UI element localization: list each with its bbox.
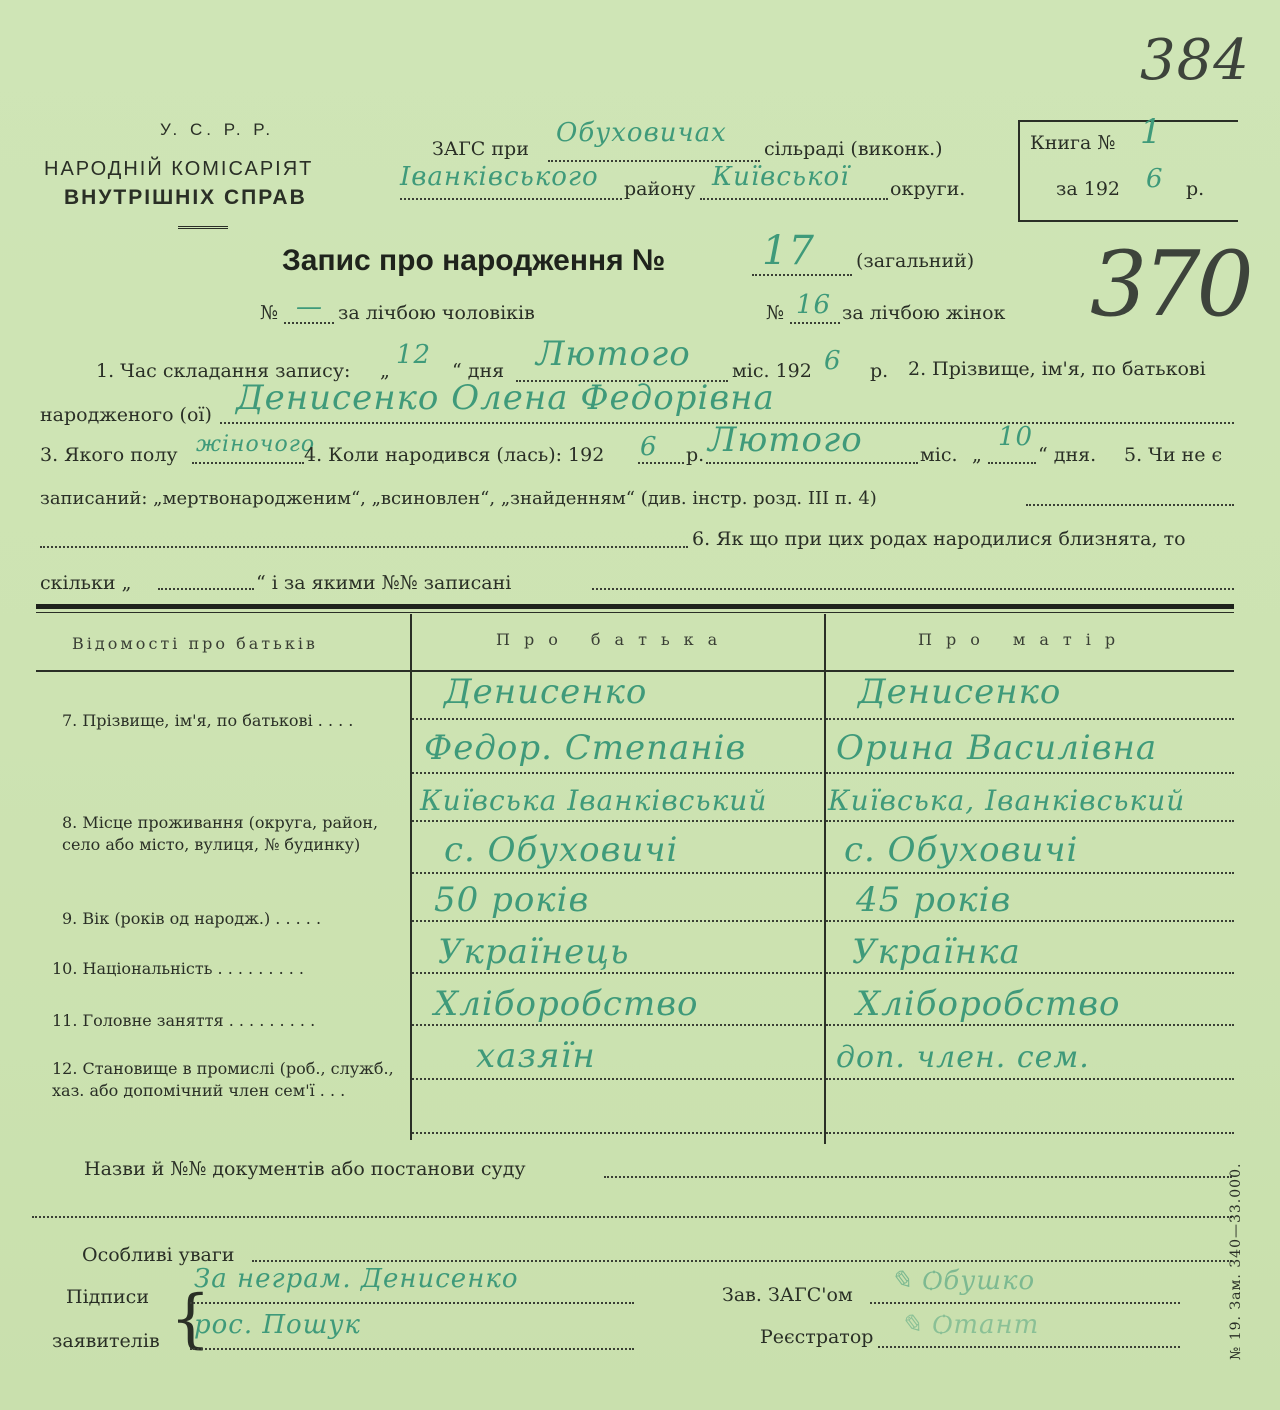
row-line-m4 <box>826 872 1234 874</box>
docs-line-2 <box>32 1216 1232 1218</box>
row-line-m3 <box>826 820 1234 822</box>
book-box-bottom <box>1018 220 1238 222</box>
stamp-number: 370 <box>1090 232 1250 337</box>
signature-brace: { <box>170 1282 211 1356</box>
record-general-label: (загальний) <box>856 250 975 272</box>
row-line-f6 <box>412 972 822 974</box>
table-top-rule <box>36 604 1234 609</box>
q6-pre-line <box>40 546 688 548</box>
mother-status: доп. член. сем. <box>836 1040 1090 1075</box>
row-line-m5 <box>826 920 1234 922</box>
q4-day-close: “ дня. <box>1038 444 1097 466</box>
women-line <box>790 322 840 324</box>
docs-label: Назви й №№ документів або постанови суду <box>84 1158 526 1180</box>
q1-year: 6 <box>824 346 842 376</box>
men-line <box>284 322 334 324</box>
q4-day-open: „ <box>972 444 982 466</box>
row-label-9: 9. Вік (років од народж.) . . . . . <box>62 909 322 928</box>
table-col-divider-1 <box>410 614 412 1140</box>
q3-label: 3. Якого полу <box>40 444 178 466</box>
row-line-f9 <box>412 1132 822 1134</box>
father-name: Федор. Степанів <box>424 728 747 768</box>
row-line-m2 <box>826 772 1234 774</box>
q1-year-suffix: р. <box>870 360 889 382</box>
men-value: — <box>296 292 323 322</box>
district-label: району <box>624 178 696 200</box>
mother-residence-2: с. Обуховичі <box>844 830 1079 870</box>
district-line <box>400 198 622 200</box>
table-top-rule-thin <box>36 612 1234 613</box>
republic-header: У. С. Р. Р. <box>160 120 275 139</box>
applicant-line-2 <box>190 1348 634 1350</box>
q6-label-cont-a: скільки „ <box>40 572 132 594</box>
book-box-top <box>1018 120 1238 122</box>
row-line-m1 <box>826 718 1234 720</box>
row-line-f7 <box>412 1024 822 1026</box>
row-line-f1 <box>412 718 822 720</box>
book-year-suffix: р. <box>1186 178 1205 200</box>
q2-label: 2. Прізвище, ім'я, по батькові <box>908 358 1206 380</box>
head-label: Зав. ЗАГС'ом <box>722 1284 853 1306</box>
book-box-left <box>1018 120 1020 220</box>
okruha-line <box>700 198 888 200</box>
row-label-10: 10. Національність . . . . . . . . . <box>52 959 304 978</box>
head-line <box>870 1302 1180 1304</box>
q3-line <box>192 462 304 464</box>
women-label: за лічбою жінок <box>842 302 1006 324</box>
zags-value: Обуховичах <box>556 118 727 148</box>
row-line-f5 <box>412 920 822 922</box>
applicant-line-1 <box>190 1302 634 1304</box>
q1-month-label: міс. 192 <box>732 360 812 382</box>
commissariat-header: НАРОДНІЙ КОМІСАРІЯТ <box>44 158 314 180</box>
mother-surname: Денисенко <box>858 672 1062 712</box>
notes-line <box>252 1260 1232 1262</box>
table-col-labels: Відомості про батьків <box>72 634 318 653</box>
q1-label: 1. Час складання запису: <box>96 360 351 382</box>
father-nationality: Українець <box>438 932 630 972</box>
mother-age: 45 років <box>856 880 1012 920</box>
registrar-line <box>878 1346 1180 1348</box>
father-age: 50 років <box>434 880 590 920</box>
q4-month-label: міс. <box>920 444 958 466</box>
header-rule <box>178 226 228 229</box>
q5-label-cont: записаний: „мертвонародженим“, „всиновлен“, „знайденням“ (див. інстр. розд. III п. 4) <box>40 488 877 509</box>
signatures-label: Підписи <box>66 1286 149 1308</box>
row-label-7: 7. Прізвище, ім'я, по батькові . . . . <box>62 711 354 730</box>
registrar-signature: ✎ Ѻтант <box>900 1310 1040 1340</box>
row-label-12: 12. Становище в промислі (роб., служб., хаз. або допомічний член сем'ї . . . <box>52 1059 394 1100</box>
women-prefix: № <box>766 302 784 324</box>
q6-line <box>592 588 1234 590</box>
father-residence-1: Київська Іванківський <box>420 784 768 817</box>
record-number: 17 <box>762 228 815 274</box>
book-value: 1 <box>1140 112 1163 152</box>
row-line-f3 <box>412 820 822 822</box>
mother-name: Орина Василівна <box>836 728 1158 768</box>
mother-nationality: Українка <box>852 932 1021 972</box>
mother-occupation: Хліборобство <box>856 984 1121 1024</box>
district-value: Іванківського <box>400 162 599 192</box>
book-label: Книга № <box>1030 132 1116 154</box>
table-col-divider-2 <box>824 614 826 1144</box>
q4-month: Лютого <box>708 420 863 460</box>
q2-label-cont: народженого (ої) <box>40 404 212 426</box>
applicant-signature-2: рос. Пошук <box>194 1310 361 1340</box>
record-title: Запис про народження № <box>282 244 666 277</box>
mother-residence-1: Київська, Іванківський <box>828 784 1186 817</box>
book-year-label: за 192 <box>1056 178 1120 200</box>
women-value: 16 <box>796 290 832 320</box>
men-label: за лічбою чоловіків <box>338 302 535 324</box>
row-line-m8 <box>826 1078 1234 1080</box>
q4-day-line <box>988 462 1036 464</box>
row-label-11: 11. Головне заняття . . . . . . . . . <box>52 1011 316 1030</box>
row-line-f8 <box>412 1078 822 1080</box>
head-signature: ✎ Ѻбушко <box>890 1266 1036 1296</box>
okruha-value: Київської <box>712 162 850 192</box>
father-surname: Денисенко <box>444 672 648 712</box>
q4-year-line <box>638 462 684 464</box>
q5-label: 5. Чи не є <box>1124 444 1223 466</box>
q6-count-line <box>158 588 254 590</box>
q2-value: Денисенко Олена Федорівна <box>236 378 775 418</box>
row-line-m7 <box>826 1024 1234 1026</box>
book-year-value: 6 <box>1146 164 1164 194</box>
village-council-label: сільраді (виконк.) <box>764 138 943 160</box>
table-col-mother: Про матір <box>918 630 1130 649</box>
zags-label: ЗАГС при <box>432 138 529 160</box>
father-status: хазяїн <box>476 1036 596 1076</box>
q4-year: 6 <box>640 432 658 462</box>
father-residence-2: с. Обуховичі <box>444 830 679 870</box>
row-line-m9 <box>826 1132 1234 1134</box>
docs-line <box>604 1176 1232 1178</box>
q1-day: 12 <box>396 340 432 370</box>
row-line-f4 <box>412 872 822 874</box>
q5-line <box>1026 504 1234 506</box>
q3-value: жіночого <box>196 432 316 457</box>
q1-day-close: “ дня <box>452 360 505 382</box>
department-header: ВНУТРІШНІХ СПРАВ <box>64 186 307 209</box>
row-line-f2 <box>412 772 822 774</box>
q6-label-cont-b: “ і за якими №№ записані <box>256 572 512 594</box>
men-prefix: № <box>260 302 278 324</box>
q4-month-line <box>706 462 918 464</box>
q4-year-suffix: р. <box>686 444 705 466</box>
notes-label: Особливі уваги <box>82 1244 235 1266</box>
q4-label: 4. Коли народився (лась): 192 <box>304 444 605 466</box>
q6-label: 6. Як що при цих родах народилися близнята, то <box>692 528 1186 550</box>
q1-day-open: „ <box>380 360 390 382</box>
q4-day: 10 <box>998 422 1034 452</box>
q1-month: Лютого <box>536 334 691 374</box>
applicants-label: заявителів <box>52 1330 160 1352</box>
father-occupation: Хліборобство <box>434 984 699 1024</box>
row-line-m6 <box>826 972 1234 974</box>
print-code: № 19. Зам. 340—33.000. <box>1228 1162 1244 1360</box>
row-label-8: 8. Місце проживання (округа, район, село або місто, вулиця, № будинку) <box>62 813 379 854</box>
okruha-label: округи. <box>890 178 966 200</box>
registrar-label: Реєстратор <box>760 1326 874 1348</box>
applicant-signature-1: За неграм. Денисенко <box>194 1264 519 1294</box>
table-col-father: Про батька <box>496 630 732 649</box>
archive-number: 384 <box>1140 28 1250 93</box>
title-number-line <box>752 274 852 276</box>
